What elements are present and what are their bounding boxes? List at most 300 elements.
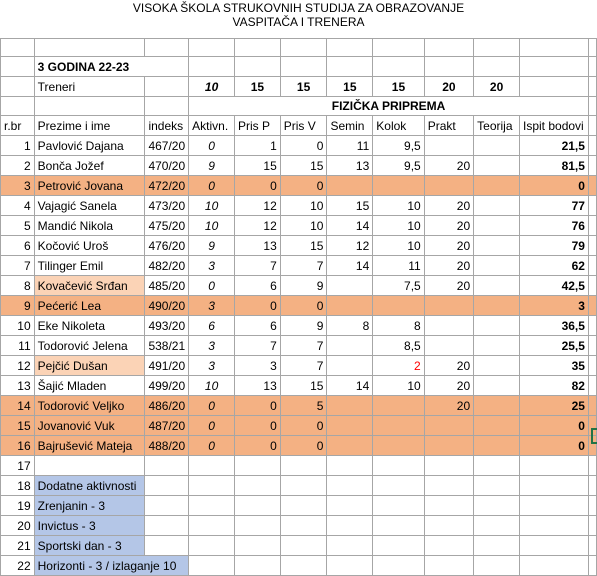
activity-score[interactable]: 9: [189, 156, 235, 176]
row-number[interactable]: 18: [1, 476, 35, 496]
empty-cell[interactable]: [588, 396, 596, 416]
seminar-score[interactable]: [327, 176, 373, 196]
colloquium-score[interactable]: 7,5: [373, 276, 424, 296]
colloquium-score[interactable]: 8,5: [373, 336, 424, 356]
row-number[interactable]: 19: [1, 496, 35, 516]
empty-cell[interactable]: [424, 57, 473, 77]
column-header[interactable]: Prakt: [424, 116, 473, 136]
theory-score[interactable]: [474, 156, 520, 176]
empty-cell[interactable]: [588, 536, 596, 556]
exam-points[interactable]: 3: [520, 296, 589, 316]
seminar-score[interactable]: [327, 416, 373, 436]
empty-cell[interactable]: [34, 39, 145, 57]
student-index[interactable]: 473/20: [145, 196, 189, 216]
practical-score[interactable]: [424, 316, 473, 336]
empty-cell[interactable]: [235, 456, 281, 476]
empty-cell[interactable]: [424, 476, 473, 496]
row-number[interactable]: 14: [1, 396, 35, 416]
practical-score[interactable]: [424, 296, 473, 316]
column-header[interactable]: r.br: [1, 116, 35, 136]
theory-score[interactable]: [474, 336, 520, 356]
student-index[interactable]: 485/20: [145, 276, 189, 296]
colloquium-score[interactable]: [373, 396, 424, 416]
practical-score[interactable]: 20: [424, 356, 473, 376]
empty-cell[interactable]: [520, 476, 589, 496]
empty-cell[interactable]: [145, 516, 189, 536]
row-number[interactable]: 2: [1, 156, 35, 176]
practice-attendance[interactable]: 9: [280, 276, 327, 296]
lecture-attendance[interactable]: 3: [235, 356, 281, 376]
activity-score[interactable]: 0: [189, 176, 235, 196]
lecture-attendance[interactable]: 0: [235, 396, 281, 416]
student-name[interactable]: Pejčić Dušan: [34, 356, 145, 376]
student-index[interactable]: 488/20: [145, 436, 189, 456]
empty-cell[interactable]: [373, 476, 424, 496]
student-index[interactable]: 472/20: [145, 176, 189, 196]
activity-score[interactable]: 3: [189, 256, 235, 276]
practical-score[interactable]: 20: [424, 156, 473, 176]
empty-cell[interactable]: [235, 496, 281, 516]
student-name[interactable]: Vajagić Sanela: [34, 196, 145, 216]
student-index[interactable]: 470/20: [145, 156, 189, 176]
theory-score[interactable]: [474, 236, 520, 256]
practical-score[interactable]: 20: [424, 276, 473, 296]
activity-score[interactable]: 3: [189, 356, 235, 376]
exam-points[interactable]: 62: [520, 256, 589, 276]
row-number[interactable]: 15: [1, 416, 35, 436]
seminar-score[interactable]: 12: [327, 236, 373, 256]
activity-score[interactable]: 10: [189, 216, 235, 236]
empty-cell[interactable]: [373, 516, 424, 536]
practice-attendance[interactable]: 0: [280, 176, 327, 196]
empty-cell[interactable]: [588, 276, 596, 296]
seminar-score[interactable]: 15: [327, 196, 373, 216]
practice-attendance[interactable]: 9: [280, 316, 327, 336]
empty-cell[interactable]: [424, 39, 473, 57]
note-cell[interactable]: Invictus - 3: [34, 516, 145, 536]
lecture-attendance[interactable]: 13: [235, 376, 281, 396]
lecture-attendance[interactable]: 0: [235, 176, 281, 196]
theory-score[interactable]: [474, 416, 520, 436]
empty-cell[interactable]: [280, 57, 327, 77]
treneri-value[interactable]: 15: [280, 77, 327, 97]
colloquium-score[interactable]: [373, 436, 424, 456]
lecture-attendance[interactable]: 6: [235, 276, 281, 296]
empty-cell[interactable]: [424, 496, 473, 516]
treneri-value[interactable]: 20: [424, 77, 473, 97]
empty-cell[interactable]: [474, 456, 520, 476]
empty-cell[interactable]: [474, 476, 520, 496]
practical-score[interactable]: 20: [424, 236, 473, 256]
row-number[interactable]: 9: [1, 296, 35, 316]
empty-cell[interactable]: [588, 116, 596, 136]
student-name[interactable]: Kočović Uroš: [34, 236, 145, 256]
seminar-score[interactable]: 8: [327, 316, 373, 336]
column-header[interactable]: Ispit bodovi: [520, 116, 589, 136]
empty-cell[interactable]: [327, 39, 373, 57]
lecture-attendance[interactable]: 6: [235, 316, 281, 336]
empty-cell[interactable]: [280, 456, 327, 476]
practice-attendance[interactable]: 0: [280, 416, 327, 436]
exam-points[interactable]: 0: [520, 176, 589, 196]
student-index[interactable]: 499/20: [145, 376, 189, 396]
student-name[interactable]: Mandić Nikola: [34, 216, 145, 236]
colloquium-score[interactable]: 2: [373, 356, 424, 376]
theory-score[interactable]: [474, 276, 520, 296]
student-name[interactable]: Jovanović Vuk: [34, 416, 145, 436]
activity-score[interactable]: 10: [189, 196, 235, 216]
theory-score[interactable]: [474, 356, 520, 376]
empty-cell[interactable]: [588, 236, 596, 256]
seminar-score[interactable]: [327, 356, 373, 376]
exam-points[interactable]: 77: [520, 196, 589, 216]
colloquium-score[interactable]: 10: [373, 216, 424, 236]
column-header[interactable]: Pris V: [280, 116, 327, 136]
empty-cell[interactable]: [520, 556, 589, 576]
empty-cell[interactable]: [588, 296, 596, 316]
seminar-score[interactable]: [327, 276, 373, 296]
student-name[interactable]: Šajić Mladen: [34, 376, 145, 396]
empty-cell[interactable]: [424, 456, 473, 476]
empty-cell[interactable]: [588, 57, 596, 77]
activity-score[interactable]: 3: [189, 296, 235, 316]
empty-cell[interactable]: [327, 516, 373, 536]
theory-score[interactable]: [474, 296, 520, 316]
student-name[interactable]: Todorović Jelena: [34, 336, 145, 356]
exam-points[interactable]: 82: [520, 376, 589, 396]
empty-cell[interactable]: [189, 57, 235, 77]
exam-points[interactable]: 21,5: [520, 136, 589, 156]
row-number[interactable]: 17: [1, 456, 35, 476]
empty-cell[interactable]: [280, 536, 327, 556]
note-cell[interactable]: Sportski dan - 3: [34, 536, 145, 556]
exam-points[interactable]: 36,5: [520, 316, 589, 336]
exam-points[interactable]: 76: [520, 216, 589, 236]
empty-cell[interactable]: [588, 516, 596, 536]
row-number[interactable]: 10: [1, 316, 35, 336]
empty-cell[interactable]: [588, 196, 596, 216]
student-name[interactable]: Bonča Jožef: [34, 156, 145, 176]
empty-cell[interactable]: [373, 536, 424, 556]
student-name[interactable]: Todorović Veljko: [34, 396, 145, 416]
empty-cell[interactable]: [588, 97, 596, 116]
colloquium-score[interactable]: 10: [373, 236, 424, 256]
exam-points[interactable]: 0: [520, 416, 589, 436]
empty-cell[interactable]: [189, 476, 235, 496]
empty-cell[interactable]: [520, 496, 589, 516]
empty-cell[interactable]: [235, 476, 281, 496]
theory-score[interactable]: [474, 436, 520, 456]
empty-cell[interactable]: [1, 97, 35, 116]
empty-cell[interactable]: [280, 556, 327, 576]
empty-cell[interactable]: [588, 496, 596, 516]
empty-cell[interactable]: [327, 456, 373, 476]
colloquium-score[interactable]: 9,5: [373, 156, 424, 176]
empty-cell[interactable]: [1, 39, 35, 57]
empty-cell[interactable]: [474, 516, 520, 536]
empty-cell[interactable]: [327, 556, 373, 576]
empty-cell[interactable]: [474, 39, 520, 57]
exam-points[interactable]: 0: [520, 436, 589, 456]
empty-cell[interactable]: [280, 39, 327, 57]
row-number[interactable]: 20: [1, 516, 35, 536]
student-name[interactable]: Eke Nikoleta: [34, 316, 145, 336]
column-header[interactable]: Pris P: [235, 116, 281, 136]
colloquium-score[interactable]: 10: [373, 376, 424, 396]
empty-cell[interactable]: [34, 97, 145, 116]
practice-attendance[interactable]: 5: [280, 396, 327, 416]
empty-cell[interactable]: [327, 57, 373, 77]
colloquium-score[interactable]: [373, 416, 424, 436]
seminar-score[interactable]: [327, 396, 373, 416]
practice-attendance[interactable]: 15: [280, 156, 327, 176]
empty-cell[interactable]: [327, 536, 373, 556]
theory-score[interactable]: [474, 396, 520, 416]
student-name[interactable]: Pećerić Lea: [34, 296, 145, 316]
treneri-label[interactable]: Treneri: [34, 77, 145, 97]
empty-cell[interactable]: [424, 536, 473, 556]
treneri-value[interactable]: 20: [474, 77, 520, 97]
column-header[interactable]: Kolok: [373, 116, 424, 136]
theory-score[interactable]: [474, 136, 520, 156]
empty-cell[interactable]: [588, 376, 596, 396]
empty-cell[interactable]: [588, 556, 596, 576]
empty-cell[interactable]: [520, 516, 589, 536]
empty-cell[interactable]: [145, 39, 189, 57]
exam-points[interactable]: 42,5: [520, 276, 589, 296]
colloquium-score[interactable]: 9,5: [373, 136, 424, 156]
activity-score[interactable]: 10: [189, 376, 235, 396]
empty-cell[interactable]: [588, 216, 596, 236]
empty-cell[interactable]: [1, 57, 35, 77]
lecture-attendance[interactable]: 7: [235, 256, 281, 276]
practice-attendance[interactable]: 0: [280, 136, 327, 156]
activity-score[interactable]: 9: [189, 236, 235, 256]
empty-cell[interactable]: [588, 316, 596, 336]
lecture-attendance[interactable]: 13: [235, 236, 281, 256]
empty-cell[interactable]: [520, 39, 589, 57]
empty-cell[interactable]: [280, 516, 327, 536]
practical-score[interactable]: [424, 136, 473, 156]
lecture-attendance[interactable]: 0: [235, 296, 281, 316]
empty-cell[interactable]: [280, 496, 327, 516]
empty-cell[interactable]: [588, 336, 596, 356]
empty-cell[interactable]: [145, 97, 189, 116]
exam-points[interactable]: 25,5: [520, 336, 589, 356]
empty-cell[interactable]: [588, 77, 596, 97]
empty-cell[interactable]: [588, 156, 596, 176]
row-number[interactable]: 4: [1, 196, 35, 216]
lecture-attendance[interactable]: 15: [235, 156, 281, 176]
row-number[interactable]: 22: [1, 556, 35, 576]
empty-cell[interactable]: [373, 57, 424, 77]
theory-score[interactable]: [474, 376, 520, 396]
seminar-score[interactable]: 14: [327, 216, 373, 236]
practice-attendance[interactable]: 10: [280, 216, 327, 236]
practice-attendance[interactable]: 7: [280, 356, 327, 376]
activity-score[interactable]: 0: [189, 276, 235, 296]
column-header[interactable]: Aktivn.: [189, 116, 235, 136]
note-cell[interactable]: [34, 456, 145, 476]
student-name[interactable]: Bajrušević Mateja: [34, 436, 145, 456]
student-name[interactable]: Kovačević Srđan: [34, 276, 145, 296]
column-header[interactable]: Prezime i ime: [34, 116, 145, 136]
practice-attendance[interactable]: 0: [280, 436, 327, 456]
column-header[interactable]: Teorija: [474, 116, 520, 136]
empty-cell[interactable]: [424, 556, 473, 576]
empty-cell[interactable]: [235, 39, 281, 57]
empty-cell[interactable]: [520, 456, 589, 476]
empty-cell[interactable]: [1, 77, 35, 97]
empty-cell[interactable]: [145, 476, 189, 496]
theory-score[interactable]: [474, 196, 520, 216]
empty-cell[interactable]: [145, 77, 189, 97]
activity-score[interactable]: 6: [189, 316, 235, 336]
empty-cell[interactable]: [189, 536, 235, 556]
lecture-attendance[interactable]: 1: [235, 136, 281, 156]
student-index[interactable]: 467/20: [145, 136, 189, 156]
empty-cell[interactable]: [235, 556, 281, 576]
treneri-value[interactable]: 15: [235, 77, 281, 97]
theory-score[interactable]: [474, 256, 520, 276]
section-title[interactable]: 3 GODINA 22-23: [34, 57, 189, 77]
note-cell[interactable]: Zrenjanin - 3: [34, 496, 145, 516]
treneri-value[interactable]: 10: [189, 77, 235, 97]
activity-score[interactable]: 0: [189, 436, 235, 456]
practice-attendance[interactable]: 7: [280, 256, 327, 276]
empty-cell[interactable]: [145, 536, 189, 556]
practical-score[interactable]: 20: [424, 256, 473, 276]
colloquium-score[interactable]: [373, 176, 424, 196]
row-number[interactable]: 3: [1, 176, 35, 196]
empty-cell[interactable]: [424, 516, 473, 536]
colloquium-score[interactable]: 8: [373, 316, 424, 336]
seminar-score[interactable]: 13: [327, 156, 373, 176]
colloquium-score[interactable]: 11: [373, 256, 424, 276]
student-name[interactable]: Tilinger Emil: [34, 256, 145, 276]
empty-cell[interactable]: [474, 57, 520, 77]
empty-cell[interactable]: [373, 456, 424, 476]
empty-cell[interactable]: [280, 476, 327, 496]
empty-cell[interactable]: [189, 496, 235, 516]
exam-points[interactable]: 81,5: [520, 156, 589, 176]
row-number[interactable]: 5: [1, 216, 35, 236]
activity-score[interactable]: 0: [189, 136, 235, 156]
empty-cell[interactable]: [588, 39, 596, 57]
practice-attendance[interactable]: 0: [280, 296, 327, 316]
practical-score[interactable]: [424, 176, 473, 196]
empty-cell[interactable]: [189, 516, 235, 536]
empty-cell[interactable]: [474, 496, 520, 516]
treneri-value[interactable]: 15: [327, 77, 373, 97]
practice-attendance[interactable]: 7: [280, 336, 327, 356]
empty-cell[interactable]: [235, 57, 281, 77]
exam-points[interactable]: 35: [520, 356, 589, 376]
note-cell[interactable]: Dodatne aktivnosti: [34, 476, 145, 496]
practical-score[interactable]: 20: [424, 196, 473, 216]
activity-score[interactable]: 0: [189, 396, 235, 416]
seminar-score[interactable]: [327, 336, 373, 356]
row-number[interactable]: 13: [1, 376, 35, 396]
row-number[interactable]: 8: [1, 276, 35, 296]
student-index[interactable]: 475/20: [145, 216, 189, 236]
theory-score[interactable]: [474, 176, 520, 196]
column-header[interactable]: indeks: [145, 116, 189, 136]
student-index[interactable]: 490/20: [145, 296, 189, 316]
empty-cell[interactable]: [588, 356, 596, 376]
subject-title[interactable]: FIZIČKA PRIPREMA: [189, 97, 589, 116]
row-number[interactable]: 16: [1, 436, 35, 456]
row-number[interactable]: 11: [1, 336, 35, 356]
column-header[interactable]: Semin: [327, 116, 373, 136]
practical-score[interactable]: [424, 416, 473, 436]
empty-cell[interactable]: [373, 39, 424, 57]
empty-cell[interactable]: [588, 136, 596, 156]
empty-cell[interactable]: [588, 456, 596, 476]
seminar-score[interactable]: [327, 436, 373, 456]
lecture-attendance[interactable]: 12: [235, 196, 281, 216]
empty-cell[interactable]: [520, 77, 589, 97]
seminar-score[interactable]: 14: [327, 256, 373, 276]
empty-cell[interactable]: [145, 456, 189, 476]
colloquium-score[interactable]: [373, 296, 424, 316]
practice-attendance[interactable]: 15: [280, 376, 327, 396]
empty-cell[interactable]: [373, 556, 424, 576]
empty-cell[interactable]: [520, 536, 589, 556]
practice-attendance[interactable]: 15: [280, 236, 327, 256]
row-number[interactable]: 1: [1, 136, 35, 156]
lecture-attendance[interactable]: 12: [235, 216, 281, 236]
empty-cell[interactable]: [588, 176, 596, 196]
colloquium-score[interactable]: 10: [373, 196, 424, 216]
row-number[interactable]: 7: [1, 256, 35, 276]
activity-score[interactable]: 3: [189, 336, 235, 356]
practical-score[interactable]: [424, 436, 473, 456]
empty-cell[interactable]: [373, 496, 424, 516]
practical-score[interactable]: [424, 336, 473, 356]
note-cell[interactable]: Horizonti - 3 / izlaganje 10: [34, 556, 189, 576]
activity-score[interactable]: 0: [189, 416, 235, 436]
exam-points[interactable]: 79: [520, 236, 589, 256]
student-index[interactable]: 493/20: [145, 316, 189, 336]
lecture-attendance[interactable]: 0: [235, 416, 281, 436]
student-name[interactable]: Petrović Jovana: [34, 176, 145, 196]
seminar-score[interactable]: 11: [327, 136, 373, 156]
student-index[interactable]: 491/20: [145, 356, 189, 376]
lecture-attendance[interactable]: 7: [235, 336, 281, 356]
seminar-score[interactable]: 14: [327, 376, 373, 396]
empty-cell[interactable]: [520, 57, 589, 77]
empty-cell[interactable]: [474, 536, 520, 556]
row-number[interactable]: 12: [1, 356, 35, 376]
student-index[interactable]: 538/21: [145, 336, 189, 356]
student-index[interactable]: 482/20: [145, 256, 189, 276]
practical-score[interactable]: 20: [424, 216, 473, 236]
empty-cell[interactable]: [189, 556, 235, 576]
empty-cell[interactable]: [189, 39, 235, 57]
empty-cell[interactable]: [327, 476, 373, 496]
treneri-value[interactable]: 15: [373, 77, 424, 97]
theory-score[interactable]: [474, 316, 520, 336]
practical-score[interactable]: 20: [424, 376, 473, 396]
exam-points[interactable]: 25: [520, 396, 589, 416]
empty-cell[interactable]: [474, 556, 520, 576]
theory-score[interactable]: [474, 216, 520, 236]
practical-score[interactable]: 20: [424, 396, 473, 416]
student-index[interactable]: 487/20: [145, 416, 189, 436]
student-index[interactable]: 486/20: [145, 396, 189, 416]
empty-cell[interactable]: [588, 256, 596, 276]
